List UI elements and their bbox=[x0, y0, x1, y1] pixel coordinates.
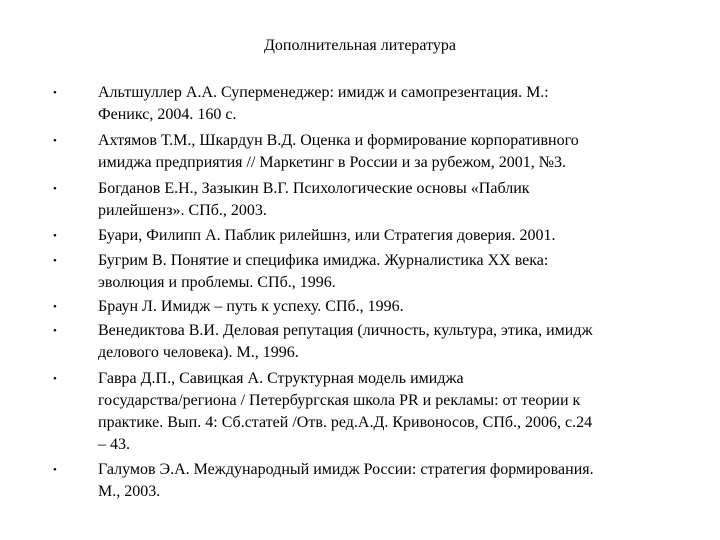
bullet: • bbox=[53, 373, 57, 385]
reference-line: Браун Л. Имидж – путь к успеху. СПб., 1996. bbox=[98, 298, 404, 315]
reference-text bbox=[98, 225, 668, 247]
reference-line: М., 2003. bbox=[98, 483, 161, 500]
bullet: • bbox=[53, 301, 57, 313]
bullet: • bbox=[53, 183, 57, 195]
reference-text bbox=[98, 130, 668, 174]
reference-line: практике. Вып. 4: Сб.статей /Отв. ред.А.Д. Кривоносов, СПб., 2006, с.24 bbox=[98, 414, 593, 431]
reference-line: Буари, Филипп А. Паблик рилейшнз, или Стратегия доверия. 2001. bbox=[98, 227, 556, 244]
reference-text bbox=[98, 320, 668, 364]
reference-line: – 43. bbox=[98, 436, 130, 453]
reference-line: Альтшуллер А.А. Суперменеджер: имидж и самопрезентация. М.: bbox=[98, 84, 549, 101]
reference-line: имиджа предприятия // Маркетинг в России и за рубежом, 2001, №3. bbox=[98, 154, 567, 171]
bullet: • bbox=[53, 87, 57, 99]
bullet: • bbox=[53, 464, 57, 476]
reference-line: Венедиктова В.И. Деловая репутация (личность, культура, этика, имидж bbox=[98, 322, 593, 339]
bullet: • bbox=[53, 325, 57, 337]
reference-line: государства/региона / Петербургская школа PR и рекламы: от теории к bbox=[98, 392, 581, 409]
bullet: • bbox=[53, 135, 57, 147]
reference-text bbox=[98, 250, 668, 294]
page-title: Дополнительная литература bbox=[264, 37, 456, 54]
reference-text bbox=[98, 459, 668, 503]
reference-line: Галумов Э.А. Международный имидж России: стратегия формирования. bbox=[98, 461, 594, 478]
reference-line: Богданов Е.Н., Зазыкин В.Г. Психологические основы «Паблик bbox=[98, 180, 530, 197]
reference-line: Гавра Д.П., Савицкая А. Структурная модель имиджа bbox=[98, 370, 464, 387]
reference-text bbox=[98, 296, 668, 318]
bullet: • bbox=[53, 230, 57, 242]
reference-line: Феникс, 2004. 160 с. bbox=[98, 106, 237, 123]
reference-line: Бугрим В. Понятие и специфика имиджа. Журналистика XX века: bbox=[98, 252, 549, 269]
reference-text bbox=[98, 82, 668, 126]
reference-line: Ахтямов Т.М., Шкардун В.Д. Оценка и формирование корпоративного bbox=[98, 132, 579, 149]
reference-text bbox=[98, 368, 668, 456]
reference-text bbox=[98, 178, 668, 222]
reference-line: эволюция и проблемы. СПб., 1996. bbox=[98, 274, 336, 291]
reference-line: рилейшенз». СПб., 2003. bbox=[98, 202, 267, 219]
bullet: • bbox=[53, 255, 57, 267]
reference-line: делового человека). М., 1996. bbox=[98, 344, 299, 361]
